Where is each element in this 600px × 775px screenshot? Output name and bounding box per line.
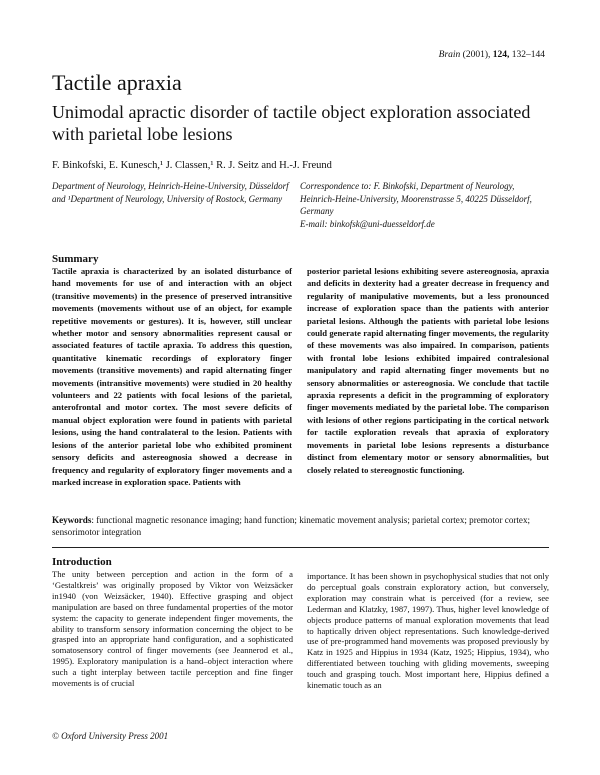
section-divider xyxy=(52,547,549,548)
journal-name: Brain xyxy=(438,50,461,60)
correspondence-block: Correspondence to: F. Binkofski, Department of Neurology, Heinrich-Heine-University, Moorenstrasse 5, 40225 Düsseldorf, Germany E-mail: binkofsk@uni-duesseldorf.de xyxy=(300,181,532,229)
summary-right-column: posterior parietal lesions exhibiting severe astereognosia, apraxia and deficits in dexterity had a greater decrease in frequency and regularity of manipulative movements, but a less pronounced increase of exploration space than the patients with anterior parietal lesions. Although the patients with parietal lobe lesions could generate rapid alternating finger movements, the regularity of these movements was also impaired. In comparison, patients with frontal lobe lesions exhibited impaired contralesional manipulatory and rapid alternating finger movements but no sensory abnormalities or astereognosia. We conclude that tactile apraxia represents a deficit in the programming of exploratory finger movements mediated by the parietal lobe. The comparison with lesions of other regions participating in the cortical network for tactile exploration reveals that apraxia of exploratory movements in parietal lobe lesions represents a disturbance distinct from elementary motor or sensory abnormalities, but closely related to stereognostic functioning. xyxy=(307,266,549,475)
journal-citation xyxy=(439,50,545,60)
introduction-heading: Introduction xyxy=(52,556,112,568)
summary-heading: Summary xyxy=(52,253,99,265)
journal-volume: 124, xyxy=(492,50,510,60)
author-list: F. Binkofski, E. Kunesch,¹ J. Classen,¹ R. J. Seitz and H.-J. Freund xyxy=(52,160,332,171)
keywords-label: Keywords xyxy=(52,515,92,525)
journal-year: (2001), xyxy=(462,50,491,60)
journal-pages: 132–144 xyxy=(511,50,545,60)
keywords-text: : functional magnetic resonance imaging; hand function; kinematic movement analysis; parietal cortex; premotor cortex; sensorimotor integration xyxy=(52,515,531,538)
article-subtitle: Unimodal apractic disorder of tactile object exploration associated with parietal lobe lesions xyxy=(52,102,531,144)
affiliation-block: Department of Neurology, Heinrich-Heine-University, Düsseldorf and ¹Department of Neurology, University of Rostock, Germany xyxy=(52,181,289,204)
introduction-right-column: importance. It has been shown in psychophysical studies that not only do perceptual goals constrain exploratory action, but conversely, exploration may constrain what is perceived (for a review, see Lederman and Klatzky, 1987, 1997). Thus, higher level knowledge of objects produce patterns of manual exploration movements that lead to haptically driven object representations. Such knowledge-derived use of pre-programmed hand movements was proposed previously by Katz in 1925 and Hippius in 1934 (Katz, 1925; Hippius, 1934), who differentiated between touching with gliding movements, sweeping touch and grasping touch. Most important here, Hippius defined a kinematic touch as an xyxy=(307,571,549,691)
introduction-left-column: The unity between perception and action in the form of a ‘Gestaltkreis’ was originally proposed by Viktor von Weizsäcker in1940 (von Weizsäcker, 1940). Effective grasping and object manipulation are based on three fundamental properties of the motor system: the capacity to generate independent finger movements, the ability to transform sensory information concerning the object to be grasped into an appropriate hand configuration, and a sophisticated somatosensory control of finger movements (see Jeannerod et al., 1995). Exploratory manipulation is a hand–object interaction where such a tight interplay between tactile perception and fine finger movements is of crucial xyxy=(52,569,293,689)
article-title: Tactile apraxia xyxy=(52,70,182,95)
copyright-notice: © Oxford University Press 2001 xyxy=(52,731,169,741)
summary-left-column: Tactile apraxia is characterized by an isolated disturbance of hand movements for use of and interaction with an object (transitive movements) in the presence of preserved intransitive movements (movements without use of an object, for example repetitive movements or gestures). It is, however, still unclear whether motor and sensory abnormalities represent causal or associated features of tactile apraxia. To address this question, quantitative kinematic recordings of exploratory finger movements (transitive movements) and rapid alternating finger movements (intransitive movements) were studied in 20 healthy volunteers and 22 patients with focal lesions of the parietal, anterofrontal and motor cortex. The most severe deficits of manual object exploration were found in patients with parietal lesions, using the hand contralateral to the lesion. Patients with lesions of the anterior parietal lobe who exhibited prominent sensory deficits and astereognosia showed a decrease in frequency and regularity of exploratory finger movements and a marked increase in exploration space. Patients with xyxy=(52,266,292,487)
keywords-line xyxy=(52,514,549,538)
